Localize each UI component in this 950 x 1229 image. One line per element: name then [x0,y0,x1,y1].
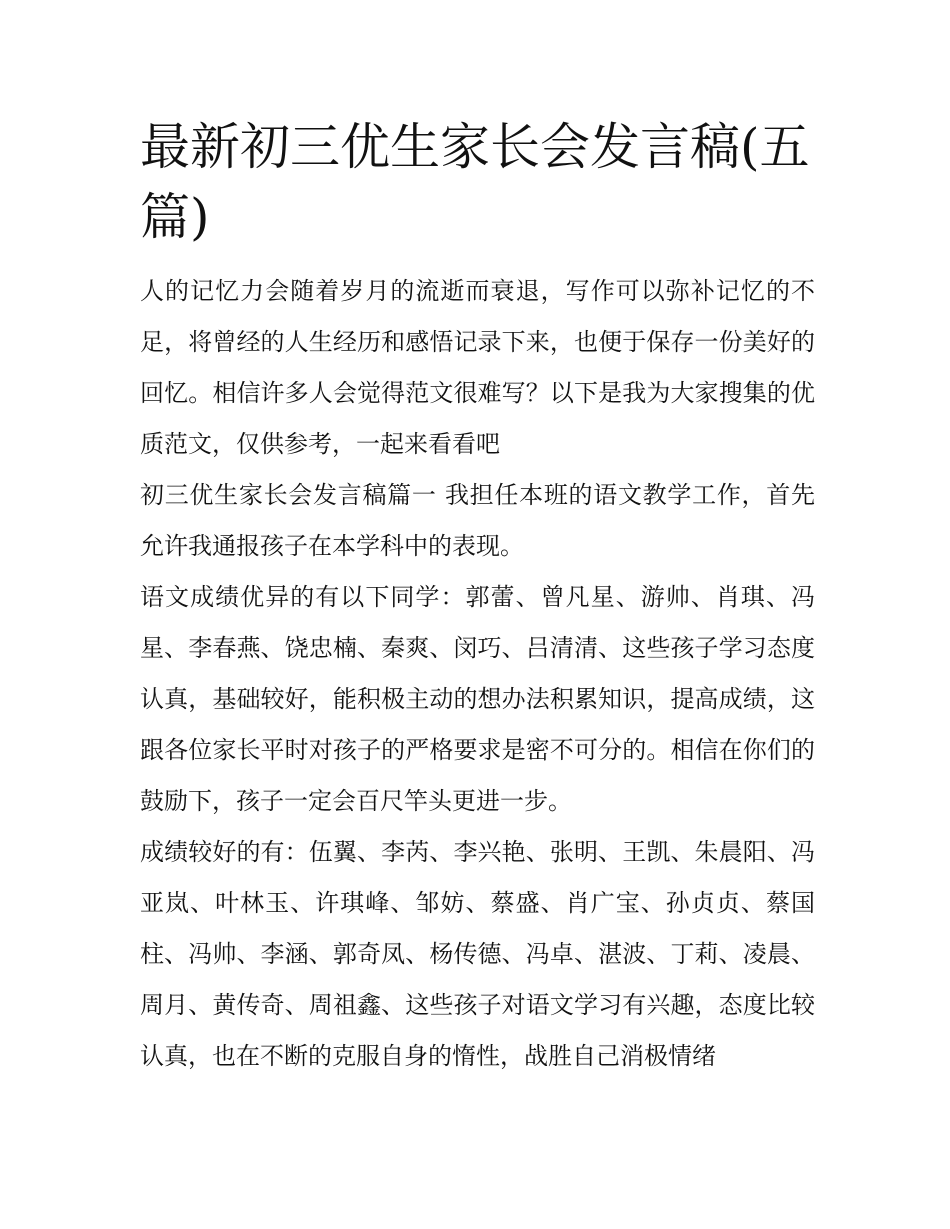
section-one-opening-paragraph: 初三优生家长会发言稿篇一 我担任本班的语文教学工作，首先允许我通报孩子在本学科中的表现。 [140,481,815,560]
excellent-students-paragraph: 语文成绩优异的有以下同学：郭蕾、曾凡星、游帅、肖琪、冯星、李春燕、饶忠楠、秦爽、闵巧、吕清清、这些孩子学习态度认真，基础较好，能积极主动的想办法积累知识，提高成绩，这跟各位家长平时对孩子的严格要求是密不可分的。相信在你们的鼓励下，孩子一定会百尺竿头更进一步。 [140,583,815,815]
intro-paragraph: 人的记忆力会随着岁月的流逝而衰退，写作可以弥补记忆的不足，将曾经的人生经历和感悟记录下来，也便于保存一份美好的回忆。相信许多人会觉得范文很难写？以下是我为大家搜集的优质范文，仅供参考，一起来看看吧 [140,277,815,458]
good-students-paragraph: 成绩较好的有：伍翼、李芮、李兴艳、张明、王凯、朱晨阳、冯亚岚、叶林玉、许琪峰、邹妨、蔡盛、肖广宝、孙贞贞、蔡国柱、冯帅、李涵、郭奇凤、杨传德、冯卓、湛波、丁莉、凌晨、周月、黄传奇、周祖鑫、这些孩子对语文学习有兴趣，态度比较认真，也在不断的克服自身的惰性，战胜自己消极情绪 [140,838,815,1070]
document-title: 最新初三优生家长会发言稿(五篇) [140,118,810,246]
document-body [140,112,815,1082]
